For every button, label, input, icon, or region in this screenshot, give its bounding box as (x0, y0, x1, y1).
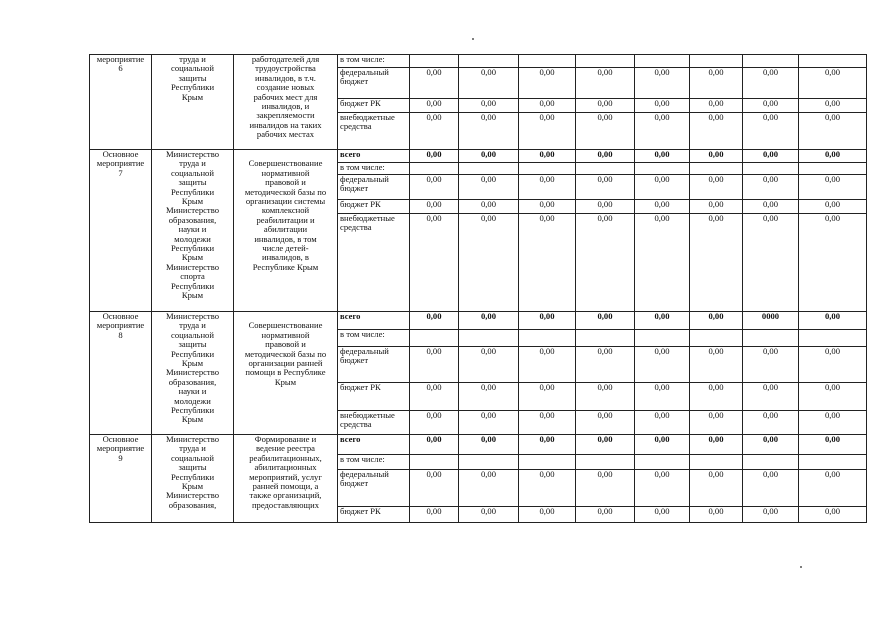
amount-cell: 0,00 (519, 312, 576, 330)
amount-cell: 0,00 (459, 383, 519, 411)
amount-cell: 0,00 (576, 347, 635, 383)
amount-cell: 0,00 (690, 411, 743, 435)
amount-cell: 0,00 (576, 470, 635, 507)
amount-cell (743, 455, 799, 470)
table-row (90, 312, 867, 330)
amount-cell: 0,00 (576, 113, 635, 150)
funding-source: внебюджетные средства (338, 411, 410, 435)
amount-cell: 0,00 (690, 347, 743, 383)
amount-cell: 0,00 (690, 200, 743, 214)
amount-cell: 0,00 (743, 99, 799, 113)
amount-cell: 0000 (743, 312, 799, 330)
amount-cell: 0,00 (743, 383, 799, 411)
amount-cell: 0,00 (799, 347, 867, 383)
amount-cell: 0,00 (743, 411, 799, 435)
amount-cell: 0,00 (690, 507, 743, 523)
funding-source: федеральный бюджет (338, 68, 410, 99)
amount-cell (576, 330, 635, 347)
amount-cell: 0,00 (690, 435, 743, 455)
amount-cell: 0,00 (799, 113, 867, 150)
amount-cell (690, 55, 743, 68)
amount-cell: 0,00 (799, 435, 867, 455)
amount-cell: 0,00 (690, 150, 743, 163)
amount-cell: 0,00 (519, 214, 576, 312)
funding-source: в том числе: (338, 330, 410, 347)
executor-cell: труда и социальной защиты Республики Крым (152, 55, 234, 150)
amount-cell: 0,00 (743, 347, 799, 383)
amount-cell: 0,00 (690, 68, 743, 99)
amount-cell: 0,00 (635, 175, 690, 200)
amount-cell: 0,00 (459, 411, 519, 435)
amount-cell: 0,00 (576, 383, 635, 411)
amount-cell: 0,00 (576, 175, 635, 200)
amount-cell: 0,00 (799, 175, 867, 200)
amount-cell: 0,00 (576, 99, 635, 113)
amount-cell: 0,00 (410, 175, 459, 200)
amount-cell: 0,00 (519, 347, 576, 383)
amount-cell (410, 55, 459, 68)
scan-speck (472, 38, 474, 40)
amount-cell (799, 455, 867, 470)
funding-source: федеральный бюджет (338, 175, 410, 200)
amount-cell (459, 163, 519, 175)
amount-cell: 0,00 (459, 175, 519, 200)
amount-cell: 0,00 (743, 150, 799, 163)
amount-cell: 0,00 (743, 507, 799, 523)
amount-cell: 0,00 (410, 68, 459, 99)
description-cell: Совершенствование нормативной правовой и методической базы по организации системы комплексной реабилитации и абилитации инвалидов, в том числе детей- инвалидов, в Республике Крым (234, 150, 338, 312)
amount-cell: 0,00 (459, 507, 519, 523)
amount-cell: 0,00 (459, 99, 519, 113)
amount-cell: 0,00 (459, 214, 519, 312)
amount-cell (799, 163, 867, 175)
amount-cell: 0,00 (635, 99, 690, 113)
executor-cell: Министерство труда и социальной защиты Республики Крым Министерство образования, (152, 435, 234, 523)
amount-cell (519, 163, 576, 175)
amount-cell: 0,00 (799, 470, 867, 507)
activity-label: Основное мероприятие 8 (90, 312, 152, 435)
amount-cell: 0,00 (459, 347, 519, 383)
executor-cell: Министерство труда и социальной защиты Республики Крым Министерство образования, науки и молодежи Республики Крым (152, 312, 234, 435)
amount-cell: 0,00 (519, 470, 576, 507)
table-row (90, 55, 867, 68)
amount-cell: 0,00 (519, 200, 576, 214)
amount-cell: 0,00 (799, 214, 867, 312)
amount-cell (635, 55, 690, 68)
amount-cell (459, 455, 519, 470)
amount-cell: 0,00 (410, 470, 459, 507)
funding-source: всего (338, 312, 410, 330)
amount-cell: 0,00 (459, 150, 519, 163)
amount-cell (519, 455, 576, 470)
amount-cell: 0,00 (459, 470, 519, 507)
amount-cell: 0,00 (519, 99, 576, 113)
amount-cell: 0,00 (690, 312, 743, 330)
amount-cell: 0,00 (576, 411, 635, 435)
amount-cell (519, 55, 576, 68)
funding-source: внебюджетные средства (338, 113, 410, 150)
amount-cell: 0,00 (459, 113, 519, 150)
amount-cell: 0,00 (576, 68, 635, 99)
amount-cell: 0,00 (690, 214, 743, 312)
amount-cell: 0,00 (799, 383, 867, 411)
amount-cell (799, 330, 867, 347)
description-cell: Совершенствование нормативной правовой и методической базы по организации ранней помощи в Республике Крым (234, 312, 338, 435)
amount-cell: 0,00 (410, 312, 459, 330)
amount-cell (576, 455, 635, 470)
amount-cell: 0,00 (576, 214, 635, 312)
table-row (90, 435, 867, 455)
amount-cell: 0,00 (690, 383, 743, 411)
funding-source: бюджет РК (338, 507, 410, 523)
scan-speck (800, 566, 802, 568)
amount-cell: 0,00 (410, 150, 459, 163)
amount-cell: 0,00 (410, 214, 459, 312)
amount-cell: 0,00 (690, 113, 743, 150)
amount-cell: 0,00 (743, 175, 799, 200)
amount-cell (635, 163, 690, 175)
amount-cell: 0,00 (459, 312, 519, 330)
amount-cell: 0,00 (519, 113, 576, 150)
budget-table (89, 54, 867, 523)
amount-cell: 0,00 (799, 68, 867, 99)
amount-cell: 0,00 (635, 312, 690, 330)
amount-cell: 0,00 (690, 175, 743, 200)
funding-source: федеральный бюджет (338, 347, 410, 383)
amount-cell: 0,00 (410, 347, 459, 383)
amount-cell: 0,00 (576, 507, 635, 523)
amount-cell: 0,00 (799, 200, 867, 214)
amount-cell: 0,00 (743, 113, 799, 150)
description-cell: работодателей для трудоустройства инвалидов, в т.ч. создание новых рабочих мест для инвалидов, и закрепляемости инвалидов на таких рабочих местах (234, 55, 338, 150)
amount-cell: 0,00 (799, 99, 867, 113)
amount-cell (743, 330, 799, 347)
funding-source: в том числе: (338, 55, 410, 68)
table-row (90, 150, 867, 163)
amount-cell: 0,00 (576, 435, 635, 455)
funding-source: всего (338, 435, 410, 455)
amount-cell: 0,00 (635, 383, 690, 411)
funding-source: бюджет РК (338, 200, 410, 214)
amount-cell: 0,00 (410, 507, 459, 523)
funding-source: всего (338, 150, 410, 163)
amount-cell: 0,00 (799, 507, 867, 523)
activity-label: мероприятие 6 (90, 55, 152, 150)
amount-cell: 0,00 (519, 411, 576, 435)
amount-cell: 0,00 (635, 411, 690, 435)
amount-cell (576, 163, 635, 175)
funding-source: в том числе: (338, 455, 410, 470)
amount-cell: 0,00 (410, 200, 459, 214)
amount-cell: 0,00 (635, 113, 690, 150)
amount-cell (459, 55, 519, 68)
amount-cell: 0,00 (576, 200, 635, 214)
amount-cell: 0,00 (635, 470, 690, 507)
amount-cell (743, 163, 799, 175)
amount-cell: 0,00 (459, 435, 519, 455)
amount-cell: 0,00 (799, 312, 867, 330)
amount-cell (410, 455, 459, 470)
funding-source: внебюджетные средства (338, 214, 410, 312)
funding-source: бюджет РК (338, 383, 410, 411)
amount-cell (799, 55, 867, 68)
amount-cell: 0,00 (635, 214, 690, 312)
amount-cell: 0,00 (519, 435, 576, 455)
amount-cell (576, 55, 635, 68)
amount-cell: 0,00 (519, 68, 576, 99)
amount-cell (410, 330, 459, 347)
funding-source: федеральный бюджет (338, 470, 410, 507)
amount-cell: 0,00 (410, 383, 459, 411)
amount-cell: 0,00 (635, 150, 690, 163)
amount-cell (459, 330, 519, 347)
amount-cell: 0,00 (635, 435, 690, 455)
amount-cell: 0,00 (635, 200, 690, 214)
amount-cell (635, 455, 690, 470)
amount-cell: 0,00 (576, 312, 635, 330)
amount-cell: 0,00 (410, 113, 459, 150)
amount-cell: 0,00 (519, 507, 576, 523)
amount-cell: 0,00 (410, 99, 459, 113)
amount-cell: 0,00 (743, 200, 799, 214)
amount-cell: 0,00 (635, 68, 690, 99)
description-cell: Формирование и ведение реестра реабилитационных, абилитационных мероприятий, услуг ранней помощи, а также организаций, предоставляющих (234, 435, 338, 523)
amount-cell: 0,00 (799, 150, 867, 163)
amount-cell: 0,00 (410, 411, 459, 435)
amount-cell: 0,00 (743, 435, 799, 455)
amount-cell: 0,00 (576, 150, 635, 163)
amount-cell (635, 330, 690, 347)
funding-source: бюджет РК (338, 99, 410, 113)
amount-cell: 0,00 (690, 99, 743, 113)
amount-cell (743, 55, 799, 68)
amount-cell: 0,00 (635, 507, 690, 523)
activity-label: Основное мероприятие 7 (90, 150, 152, 312)
amount-cell: 0,00 (459, 68, 519, 99)
executor-cell: Министерство труда и социальной защиты Республики Крым Министерство образования, науки и молодежи Республики Крым Министерство спорта Республики Крым (152, 150, 234, 312)
amount-cell: 0,00 (635, 347, 690, 383)
amount-cell (690, 163, 743, 175)
activity-label: Основное мероприятие 9 (90, 435, 152, 523)
amount-cell (410, 163, 459, 175)
amount-cell: 0,00 (519, 150, 576, 163)
amount-cell: 0,00 (410, 435, 459, 455)
amount-cell: 0,00 (799, 411, 867, 435)
amount-cell: 0,00 (743, 470, 799, 507)
amount-cell (690, 455, 743, 470)
funding-source: в том числе: (338, 163, 410, 175)
amount-cell: 0,00 (743, 214, 799, 312)
amount-cell: 0,00 (743, 68, 799, 99)
amount-cell: 0,00 (459, 200, 519, 214)
amount-cell: 0,00 (690, 470, 743, 507)
amount-cell (690, 330, 743, 347)
amount-cell (519, 330, 576, 347)
amount-cell: 0,00 (519, 383, 576, 411)
amount-cell: 0,00 (519, 175, 576, 200)
